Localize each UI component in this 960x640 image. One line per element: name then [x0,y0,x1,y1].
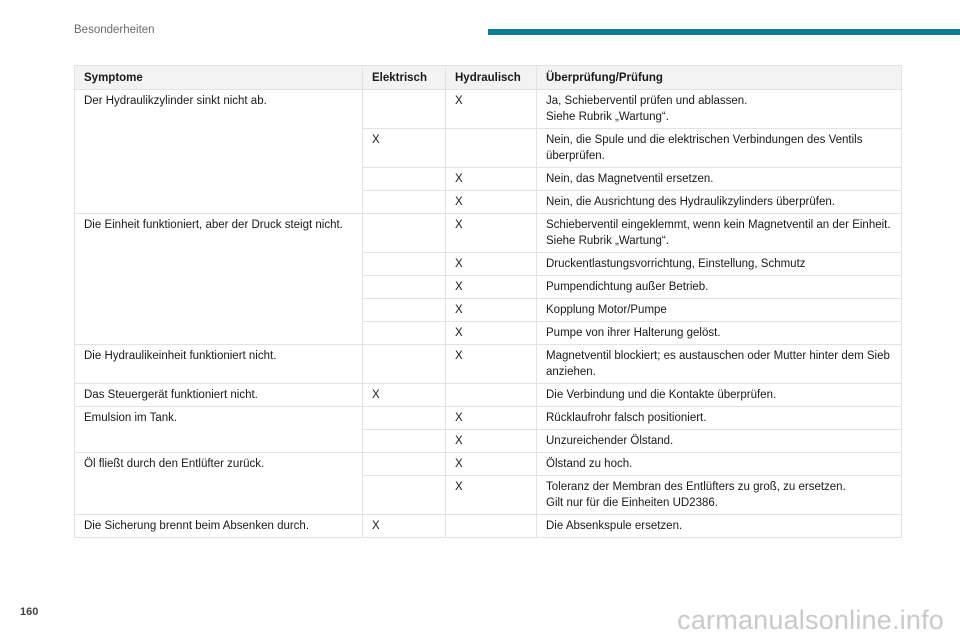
section-title: Besonderheiten [74,24,155,36]
elektrisch-cell [363,345,446,384]
table-body [75,90,902,538]
elektrisch-cell [363,407,446,430]
check-line: Kopplung Motor/Pumpe [546,304,667,316]
elektrisch-cell [363,214,446,253]
check-line: Gilt nur für die Einheiten UD2386. [546,497,718,509]
check-cell [537,476,902,515]
check-line: Die Verbindung und die Kontakte überprüfen. [546,389,777,401]
symptom-cell: Das Steuergerät funktioniert nicht. [75,384,363,407]
elektrisch-cell [363,299,446,322]
check-line: Nein, die Ausrichtung des Hydraulikzylinders überprüfen. [546,196,835,208]
symptom-cell: Der Hydraulikzylinder sinkt nicht ab. [75,90,363,214]
elektrisch-cell [363,168,446,191]
table-row [75,345,902,384]
watermark: carmanualsonline.info [677,605,944,635]
check-line: Toleranz der Membran des Entlüfters zu groß, zu ersetzen. [546,481,846,493]
check-cell [537,129,902,168]
elektrisch-cell [363,253,446,276]
troubleshooting-table [74,65,902,538]
check-line: Rücklaufrohr falsch positioniert. [546,412,707,424]
table-row [75,453,902,476]
check-line: Magnetventil blockiert; es austauschen oder Mutter hinter dem Sieb anziehen. [546,350,890,378]
hydraulisch-cell: X [446,476,537,515]
check-cell [537,322,902,345]
check-line: Nein, die Spule und die elektrischen Verbindungen des Ventils überprüfen. [546,134,863,162]
check-cell [537,515,902,538]
check-cell [537,253,902,276]
symptom-cell: Öl fließt durch den Entlüfter zurück. [75,453,363,515]
check-cell [537,430,902,453]
elektrisch-cell [363,322,446,345]
header-elektrisch: Elektrisch [363,66,446,90]
accent-bar [488,29,960,35]
page-number: 160 [20,606,39,618]
symptom-cell: Die Hydraulikeinheit funktioniert nicht. [75,345,363,384]
check-cell [537,299,902,322]
hydraulisch-cell: X [446,90,537,129]
troubleshooting-table-container [74,65,901,538]
check-cell [537,384,902,407]
table-row [75,407,902,430]
check-line: Pumpendichtung außer Betrieb. [546,281,709,293]
check-line: Siehe Rubrik „Wartung“. [546,235,669,247]
check-line: Nein, das Magnetventil ersetzen. [546,173,714,185]
hydraulisch-cell: X [446,168,537,191]
check-cell [537,407,902,430]
elektrisch-cell [363,90,446,129]
hydraulisch-cell [446,129,537,168]
hydraulisch-cell [446,515,537,538]
check-cell [537,453,902,476]
hydraulisch-cell: X [446,407,537,430]
check-cell [537,168,902,191]
table-header-row [75,66,902,90]
check-line: Siehe Rubrik „Wartung“. [546,111,669,123]
elektrisch-cell: X [363,515,446,538]
check-cell [537,276,902,299]
elektrisch-cell: X [363,384,446,407]
check-line: Ölstand zu hoch. [546,458,633,470]
check-cell [537,214,902,253]
elektrisch-cell: X [363,129,446,168]
hydraulisch-cell: X [446,322,537,345]
elektrisch-cell [363,276,446,299]
header-symptome: Symptome [75,66,363,90]
header-hydraulisch: Hydraulisch [446,66,537,90]
check-cell [537,90,902,129]
hydraulisch-cell: X [446,299,537,322]
check-line: Pumpe von ihrer Halterung gelöst. [546,327,721,339]
hydraulisch-cell: X [446,276,537,299]
check-line: Druckentlastungsvorrichtung, Einstellung, Schmutz [546,258,806,270]
symptom-cell: Die Sicherung brennt beim Absenken durch. [75,515,363,538]
hydraulisch-cell: X [446,430,537,453]
table-row [75,90,902,129]
check-line: Schieberventil eingeklemmt, wenn kein Magnetventil an der Einheit. [546,219,891,231]
hydraulisch-cell: X [446,191,537,214]
hydraulisch-cell: X [446,214,537,253]
check-line: Die Absenkspule ersetzen. [546,520,683,532]
table-row [75,214,902,253]
check-line: Unzureichender Ölstand. [546,435,674,447]
elektrisch-cell [363,191,446,214]
check-cell [537,191,902,214]
hydraulisch-cell [446,384,537,407]
symptom-cell: Die Einheit funktioniert, aber der Druck steigt nicht. [75,214,363,345]
elektrisch-cell [363,430,446,453]
elektrisch-cell [363,453,446,476]
check-line: Ja, Schieberventil prüfen und ablassen. [546,95,748,107]
symptom-cell: Emulsion im Tank. [75,407,363,453]
table-row [75,384,902,407]
header-pruefung: Überprüfung/Prüfung [537,66,902,90]
hydraulisch-cell: X [446,253,537,276]
check-cell [537,345,902,384]
table-row [75,515,902,538]
hydraulisch-cell: X [446,345,537,384]
elektrisch-cell [363,476,446,515]
hydraulisch-cell: X [446,453,537,476]
